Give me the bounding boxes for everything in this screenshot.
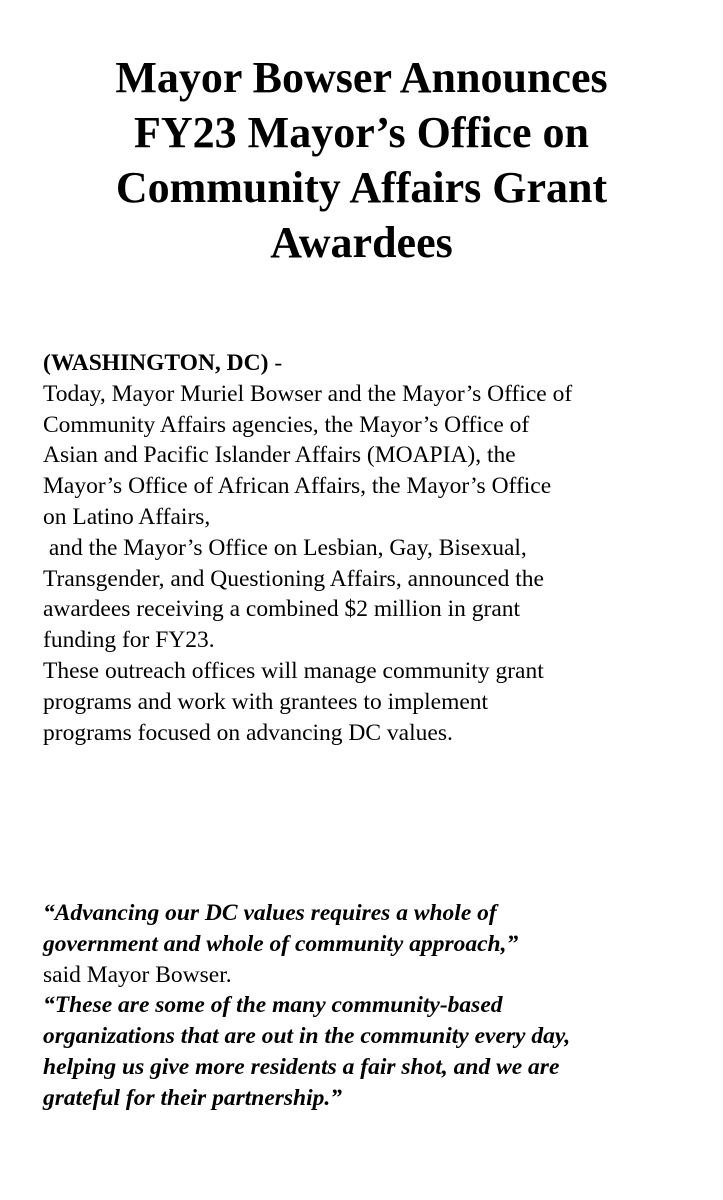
body-line: awardees receiving a combined $2 million in grant (43, 596, 521, 623)
headline-line: Community Affairs Grant (115, 163, 608, 212)
body-line: These outreach offices will manage community grant (43, 657, 544, 684)
headline-line: Mayor Bowser Announces (115, 53, 608, 102)
body-line: and the Mayor’s Office on Lesbian, Gay, Bisexual, (43, 534, 527, 561)
quote-attribution: said Mayor Bowser. (43, 961, 232, 988)
body-line: Mayor’s Office of African Affairs, the Mayor’s Office (43, 473, 552, 500)
quote-line: government and whole of community approach,” (43, 930, 519, 957)
body-line: programs and work with grantees to implement (43, 688, 489, 715)
headline-line: Awardees (270, 218, 453, 267)
headline-line: FY23 Mayor’s Office on (134, 108, 589, 157)
body-line: Transgender, and Questioning Affairs, announced the (43, 565, 544, 592)
body-line: Community Affairs agencies, the Mayor’s Office of (43, 411, 530, 438)
body-line: programs focused on advancing DC values. (43, 719, 453, 746)
dateline-dash: - (268, 350, 283, 376)
body-line: Asian and Pacific Islander Affairs (MOAPIA), the (43, 442, 516, 469)
press-release-headline (30, 50, 693, 270)
dateline: (WASHINGTON, DC) (43, 350, 269, 376)
quote-line: grateful for their partnership.” (43, 1084, 343, 1111)
quote-line: “These are some of the many community-based (43, 992, 503, 1019)
quote-line: “Advancing our DC values requires a whole of (43, 900, 497, 926)
dateline-row (43, 348, 713, 379)
body-line: Today, Mayor Muriel Bowser and the Mayor’s Office of (43, 380, 573, 407)
body-line: funding for FY23. (43, 627, 215, 654)
body-paragraph (43, 348, 713, 748)
body-line: on Latino Affairs, (43, 503, 211, 530)
mayor-quote (43, 898, 713, 1114)
quote-line: organizations that are out in the community every day, (43, 1023, 571, 1050)
quote-line: helping us give more residents a fair shot, and we are (43, 1053, 560, 1080)
